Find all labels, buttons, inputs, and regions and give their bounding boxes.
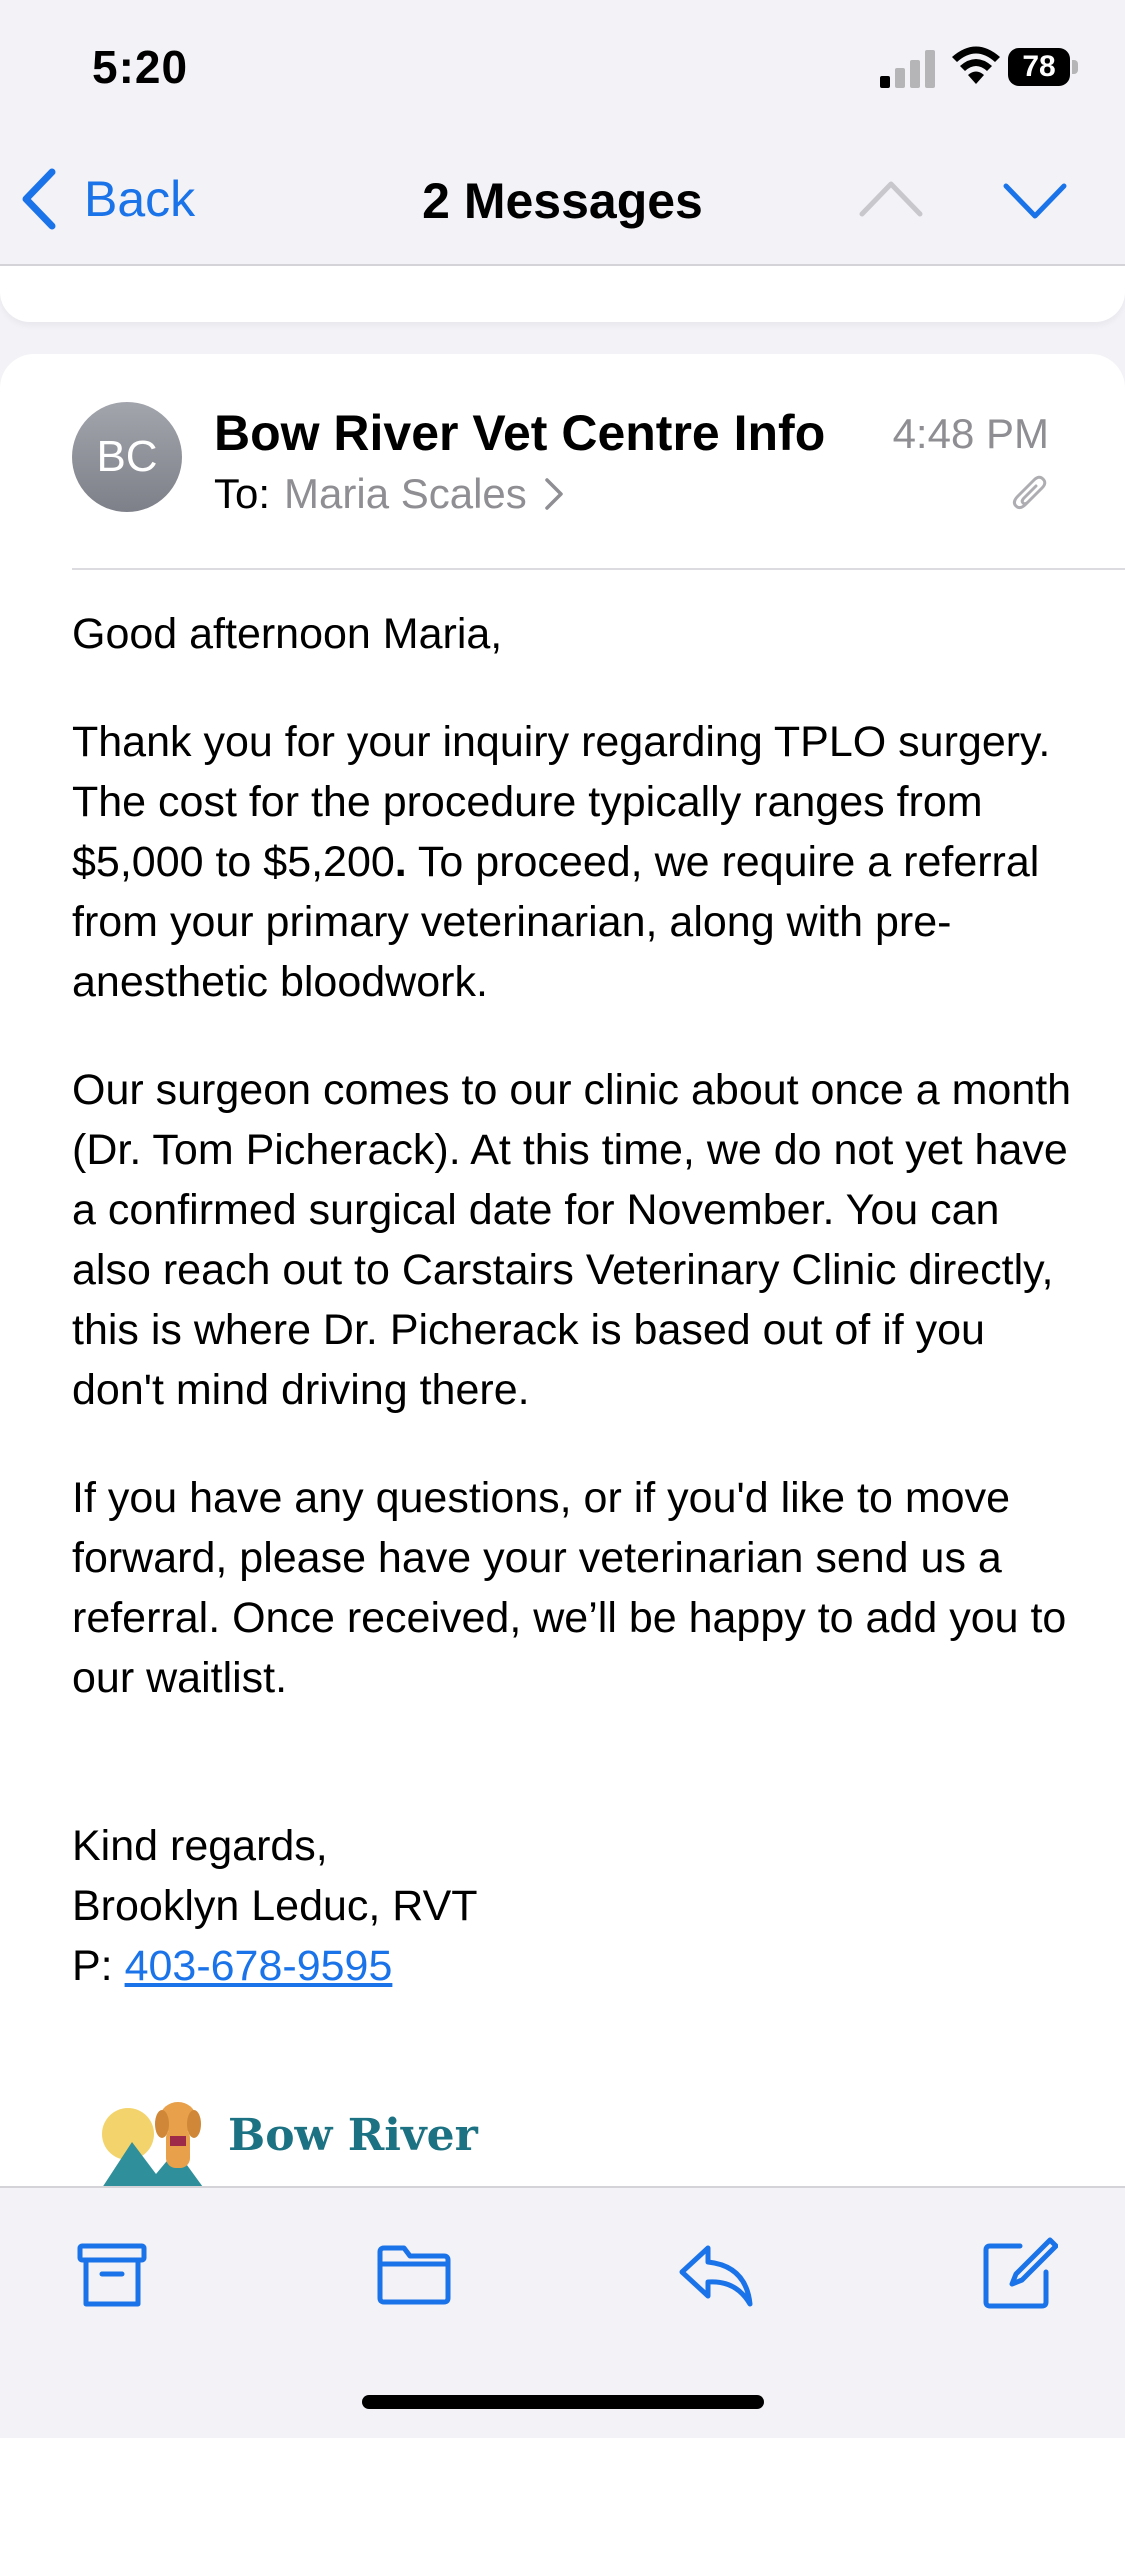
greeting: Good afternoon Maria, [72,610,503,658]
archive-icon [80,2246,144,2304]
collapsed-message-card[interactable] [0,266,1125,322]
paragraph-1-text: Thank you for your inquiry regarding TPLO surgery. The cost for the procedure typically ranges from $5,000 to $5,200 [72,718,1051,886]
phone-link[interactable]: 403-678-9595 [124,1942,393,1990]
clinic-logo [98,2086,498,2186]
next-message-button[interactable] [1000,170,1070,230]
cellular-signal-icon [880,50,936,88]
nav-title: 2 Messages [422,173,703,229]
paragraph-1-continuation: To proceed, we require a referral from your primary veterinarian, along with pre-anesthetic bloodwork. [72,838,1040,1006]
paperclip-icon [1010,474,1050,518]
battery-level: 78 [1022,50,1056,83]
reply-icon [682,2248,750,2304]
paragraph-1-period: . [394,838,407,886]
folder-icon [380,2248,448,2302]
back-label: Back [84,171,196,227]
logo-text: Bow River [228,2110,478,2161]
recipient-name[interactable]: Maria Scales [284,470,527,517]
chevron-right-icon[interactable] [543,476,565,512]
dog-logo-icon [98,2094,218,2194]
email-body [72,604,1072,1996]
status-bar [0,0,1125,140]
sent-time: 4:48 PM [892,410,1049,457]
signature-phone [72,1936,1072,1996]
compose-icon [986,2240,1056,2306]
header-divider [72,568,1125,570]
avatar[interactable]: BC [72,402,182,512]
recipient-line [214,470,565,518]
compose-button[interactable] [978,2234,1058,2314]
move-to-folder-button[interactable] [374,2234,454,2314]
paragraph-2: Our surgeon comes to our clinic about once a month (Dr. Tom Picherack). At this time, we do not yet have a confirmed surgical date for November. You can also reach out to Carstairs Veterinary Clinic directly, this is where Dr. Picherack is based out of if you don't mind driving there. [72,1066,1072,1414]
archive-button[interactable] [72,2234,152,2314]
signature-name: Brooklyn Leduc, RVT [72,1882,478,1930]
status-time: 5:20 [92,41,189,93]
paragraph-3: If you have any questions, or if you'd like to move forward, please have your veterinarian send us a referral. Once received, we’ll be happy to add you to our waitlist. [72,1474,1067,1702]
phone-label: P: [72,1942,125,1990]
home-indicator[interactable] [362,2395,764,2409]
paragraph-1 [72,712,1072,1012]
previous-message-button[interactable] [856,170,926,230]
battery-icon [1008,48,1080,88]
to-label: To: [214,470,271,517]
chevron-up-icon [862,184,920,214]
wifi-icon [950,46,1002,86]
reply-button[interactable] [676,2234,756,2314]
signoff: Kind regards, [72,1822,328,1870]
navigation-bar [0,140,1125,265]
sender-name[interactable]: Bow River Vet Centre Info [214,405,826,461]
chevron-down-icon [1006,186,1064,216]
